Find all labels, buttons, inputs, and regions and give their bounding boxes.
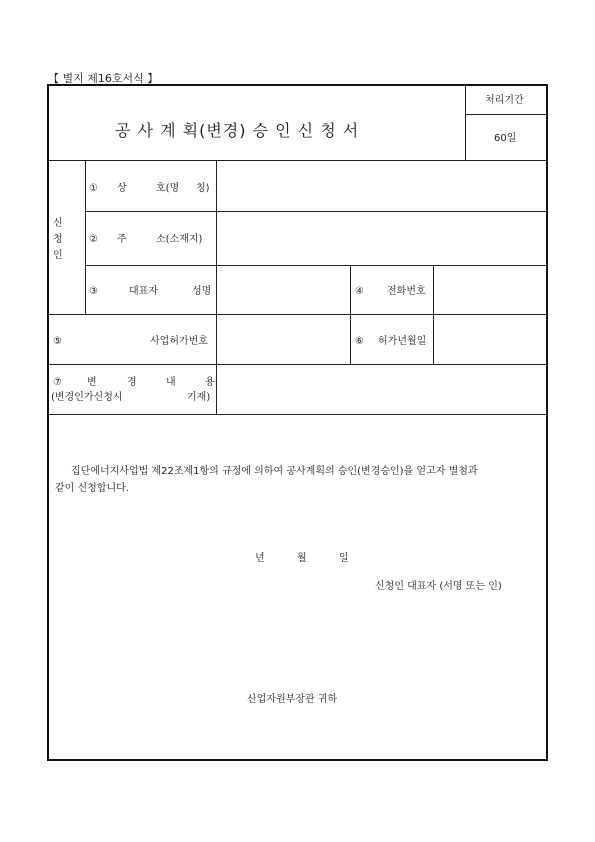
applicant-side-label: 인 bbox=[53, 250, 63, 261]
phone-label: 전화번호 bbox=[387, 286, 426, 297]
divider bbox=[350, 265, 351, 364]
license-number-label: 사업허가번호 bbox=[150, 336, 208, 347]
license-date-index: ⑥ bbox=[355, 336, 364, 347]
processing-period-value: 60일 bbox=[494, 133, 517, 144]
change-details-label: 변 bbox=[87, 377, 97, 388]
address-field[interactable] bbox=[217, 212, 546, 265]
change-details-note: 기재) bbox=[187, 392, 211, 403]
address-label: 소(소재지) bbox=[156, 234, 203, 245]
form-title: 공 사 계 획(변경) 승 인 신 청 서 bbox=[115, 121, 360, 140]
trade-name-field[interactable] bbox=[217, 161, 546, 211]
addressee: 산업자원부장관 귀하 bbox=[247, 694, 338, 705]
license-number-index: ⑤ bbox=[53, 336, 62, 347]
application-form bbox=[47, 84, 548, 761]
trade-name-label: 호(명 bbox=[156, 183, 180, 194]
statement-text: 집단에너지사업법 제22조제1항의 규정에 의하여 공사계획의 승인(변경승인)을 얻고자 별첨과 bbox=[71, 466, 478, 477]
divider bbox=[465, 86, 466, 160]
address-label: 주 bbox=[117, 234, 127, 245]
change-details-note: (변경인가신청시 bbox=[51, 392, 123, 403]
license-number-field[interactable] bbox=[217, 315, 350, 364]
statement-text: 같이 신청합니다. bbox=[55, 483, 129, 494]
representative-number: ③ bbox=[89, 286, 98, 297]
representative-label: 성명 bbox=[192, 286, 212, 297]
divider bbox=[85, 160, 86, 314]
applicant-side-label: 신 bbox=[53, 218, 63, 229]
date-day-label: 일 bbox=[339, 553, 349, 564]
trade-name-label: 칭) bbox=[196, 183, 210, 194]
address-number: ② bbox=[89, 234, 98, 245]
processing-period-label: 처리기간 bbox=[485, 95, 524, 106]
divider bbox=[49, 414, 546, 415]
form-number-label: 【 별지 제16호서식 】 bbox=[48, 72, 159, 85]
change-details-label: 내 bbox=[166, 377, 176, 388]
trade-name-label: 상 bbox=[117, 183, 127, 194]
signature-line: 신청인 대표자 (서명 또는 인) bbox=[375, 581, 502, 592]
divider bbox=[465, 114, 546, 115]
representative-name-field[interactable] bbox=[217, 266, 350, 314]
license-date-field[interactable] bbox=[434, 315, 546, 364]
license-date-label: 허가년월일 bbox=[378, 336, 427, 347]
date-month-label: 월 bbox=[297, 553, 307, 564]
change-details-field[interactable] bbox=[217, 365, 546, 414]
phone-field[interactable] bbox=[434, 266, 546, 314]
phone-number-index: ④ bbox=[355, 286, 364, 297]
date-year-label: 년 bbox=[255, 553, 265, 564]
representative-label: 대표자 bbox=[129, 286, 158, 297]
applicant-side-label: 청 bbox=[53, 234, 63, 245]
trade-name-number: ① bbox=[89, 183, 98, 194]
change-details-label: 경 bbox=[127, 377, 137, 388]
change-details-index: ⑦ bbox=[53, 377, 62, 388]
change-details-label: 용 bbox=[205, 377, 215, 388]
